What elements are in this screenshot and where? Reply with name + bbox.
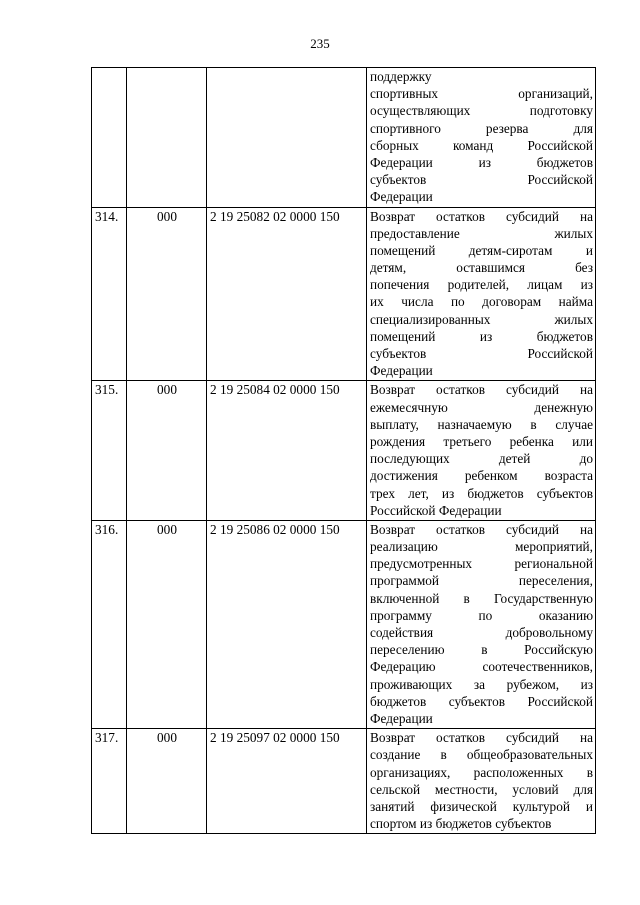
income-name-line: субъектов Российской (370, 346, 593, 361)
admin-code-cell: 000 (127, 520, 207, 728)
income-name-line: Возврат остатков субсидий на (370, 382, 593, 398)
row-number-cell: 317. (92, 729, 127, 834)
income-name-cell (367, 207, 596, 381)
income-name-line: программу по оказанию (370, 607, 593, 623)
income-name-line: Российской Федерации (370, 502, 502, 518)
income-name-line: детям, оставшимся без (370, 260, 593, 276)
table-row (92, 520, 596, 728)
table-row (92, 729, 596, 834)
income-name-line: помещений из бюджетов (370, 328, 593, 344)
table-row (92, 381, 596, 521)
income-name-line: выплату, назначаемую в случае (370, 416, 593, 432)
income-name-line: проживающих за рубежом, из (370, 676, 593, 692)
income-name-line: реализацию мероприятий, (370, 539, 593, 555)
admin-code-cell: 000 (127, 207, 207, 381)
table-row (92, 68, 596, 208)
row-number-cell: 316. (92, 520, 127, 728)
income-name-line: спортивного резерва для (370, 120, 593, 136)
page-number: 235 (310, 36, 330, 51)
income-name-line: спортом из бюджетов субъектов (370, 816, 552, 832)
income-name-cell (367, 520, 596, 728)
income-name-cell (367, 381, 596, 521)
admin-code-cell (127, 68, 207, 208)
table-body (92, 68, 596, 834)
income-name-line: Возврат остатков субсидий на (370, 730, 593, 746)
kbk-code-cell: 2 19 25097 02 0000 150 (207, 729, 367, 834)
income-name-line: последующих детей до (370, 451, 593, 467)
income-name-line: их числа по договорам найма (370, 294, 593, 310)
income-name-line: Возврат остатков субсидий на (370, 208, 593, 224)
income-name-cell (367, 68, 596, 208)
income-name-cell (367, 729, 596, 834)
table-row (92, 207, 596, 381)
income-name-line: попечения родителей, лицам из (370, 277, 593, 293)
income-name-line: создание в общеобразовательных (370, 747, 593, 763)
row-number-cell: 315. (92, 381, 127, 521)
income-name-line: предусмотренных региональной (370, 556, 593, 572)
kbk-code-cell: 2 19 25082 02 0000 150 (207, 207, 367, 381)
income-name-line: поддержку (370, 69, 432, 84)
admin-code-cell: 000 (127, 729, 207, 834)
income-name-line: Федерации (370, 189, 433, 205)
income-name-line: программой переселения, (370, 573, 593, 589)
income-name-line: специализированных жилых (370, 311, 593, 327)
income-name-line: сельской местности, условий для (370, 781, 593, 797)
income-name-line: помещений детям-сиротам и (370, 242, 593, 258)
income-name-line: организациях, расположенных в (370, 764, 593, 780)
income-name-line: осуществляющих подготовку (370, 103, 593, 119)
income-name-line: рождения третьего ребенка или (370, 433, 593, 449)
income-name-line: трех лет, из бюджетов субъектов (370, 485, 593, 501)
income-name-line: занятий физической культурой и (370, 798, 593, 814)
budget-codes-table (91, 67, 596, 834)
kbk-code-cell (207, 68, 367, 208)
income-name-line: субъектов Российской (370, 172, 593, 188)
income-name-line: Федерации (370, 710, 433, 726)
income-name-line: Федерации (370, 363, 433, 379)
kbk-code-cell: 2 19 25086 02 0000 150 (207, 520, 367, 728)
income-name-line: содействия добровольному (370, 625, 593, 640)
income-name-line: Федерацию соотечественников, (370, 659, 593, 675)
row-number-cell: 314. (92, 207, 127, 381)
row-number-cell (92, 68, 127, 208)
income-name-line: ежемесячную денежную (370, 399, 593, 415)
income-name-line: включенной в Государственную (370, 590, 593, 606)
income-name-line: достижения ребенком возраста (370, 468, 593, 484)
income-name-line: бюджетов субъектов Российской (370, 693, 593, 709)
admin-code-cell: 000 (127, 381, 207, 521)
income-name-line: Возврат остатков субсидий на (370, 521, 593, 537)
income-name-line: переселению в Российскую (370, 642, 593, 658)
income-name-line: спортивных организаций, (370, 86, 593, 102)
kbk-code-cell: 2 19 25084 02 0000 150 (207, 381, 367, 521)
income-name-line: сборных команд Российской (370, 137, 593, 153)
income-name-line: предоставление жилых (370, 225, 593, 241)
income-name-line: Федерации из бюджетов (370, 154, 593, 170)
